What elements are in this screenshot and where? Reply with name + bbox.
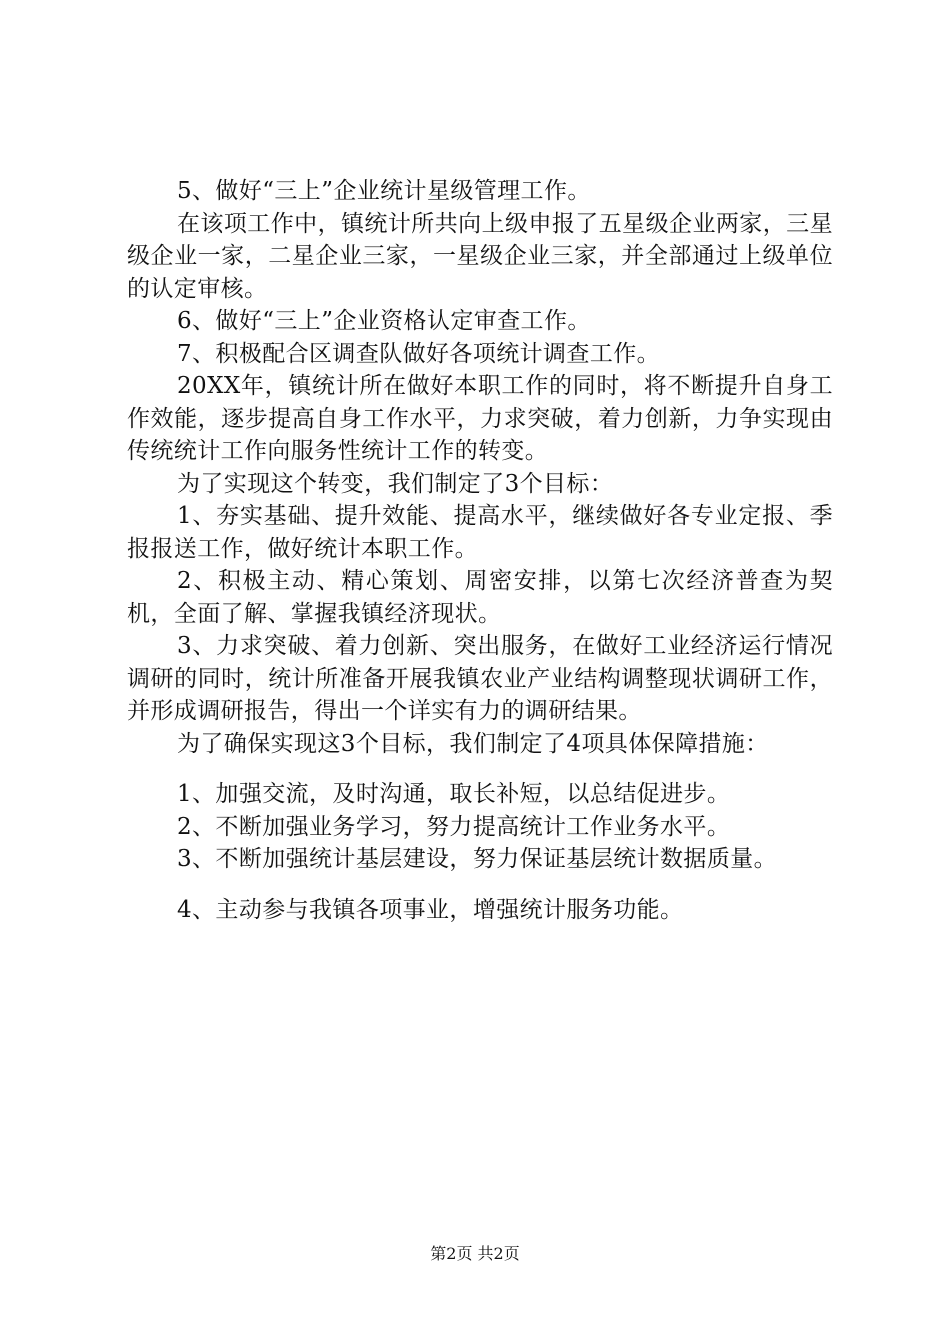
paragraph-goal-2: 2、积极主动、精心策划、周密安排，以第七次经济普查为契机，全面了解、掌握我镇经济现状。 bbox=[127, 568, 833, 627]
paragraph-year-plan: 20XX年，镇统计所在做好本职工作的同时，将不断提升自身工作效能，逐步提高自身工作水平，力求突破，着力创新，力争实现由传统统计工作向服务性统计工作的转变。 bbox=[127, 373, 833, 464]
paragraph-measure-4: 4、主动参与我镇各项事业，增强统计服务功能。 bbox=[177, 896, 684, 923]
paragraph-spacer bbox=[127, 760, 833, 778]
paragraph-measure-1: 1、加强交流，及时沟通，取长补短，以总结促进步。 bbox=[177, 781, 731, 807]
paragraph-spacer bbox=[127, 876, 833, 894]
paragraph-goal-1: 1、夯实基础、提升效能、提高水平，继续做好各专业定报、季报报送工作，做好统计本职工作。 bbox=[127, 503, 833, 562]
paragraph-measures-intro: 为了确保实现这3个目标，我们制定了4项具体保障措施： bbox=[177, 730, 769, 757]
paragraph-item-7-heading: 7、积极配合区调查队做好各项统计调查工作。 bbox=[177, 340, 661, 367]
paragraph-goal-3: 3、力求突破、着力创新、突出服务，在做好工业经济运行情况调研的同时，统计所准备开展我镇农业产业结构调整现状调研工作，并形成调研报告，得出一个详实有力的调研结果。 bbox=[127, 633, 833, 724]
paragraph-star-rating: 在该项工作中，镇统计所共向上级申报了五星级企业两家，三星级企业一家，二星企业三家，一星级企业三家，并全部通过上级单位的认定审核。 bbox=[127, 210, 833, 302]
page-footer: 第2页 共2页 bbox=[430, 1244, 520, 1263]
paragraph-goals-intro: 为了实现这个转变，我们制定了3个目标： bbox=[177, 470, 614, 497]
document-body bbox=[127, 175, 833, 926]
paragraph-item-6-heading: 6、做好“三上”企业资格认定审查工作。 bbox=[177, 308, 591, 334]
paragraph-item-5-heading: 5、做好“三上”企业统计星级管理工作。 bbox=[177, 178, 591, 204]
paragraph-measure-3: 3、不断加强统计基层建设，努力保证基层统计数据质量。 bbox=[177, 846, 778, 872]
paragraph-measure-2: 2、不断加强业务学习，努力提高统计工作业务水平。 bbox=[177, 813, 731, 840]
